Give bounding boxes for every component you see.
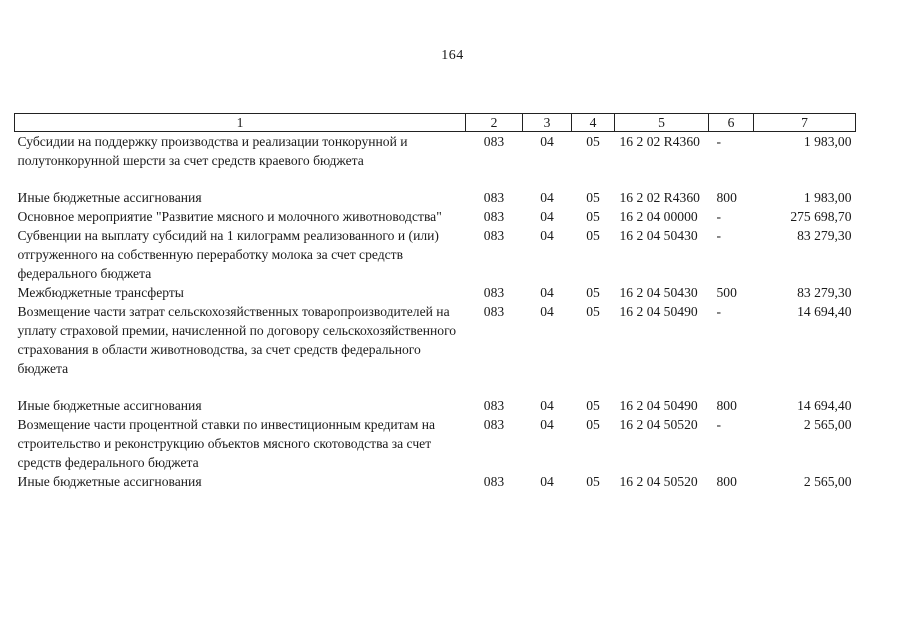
row-admin-code: 083 [483, 398, 505, 413]
header-col-7: 7 [754, 114, 856, 132]
row-expense-type: - [716, 304, 722, 319]
row-section: 04 [540, 285, 554, 300]
header-row [15, 114, 856, 132]
table-row [15, 302, 856, 396]
header-col-6: 6 [709, 114, 754, 132]
row-admin-code: 083 [483, 285, 505, 300]
row-amount: 275 698,70 [790, 209, 852, 224]
row-target-code: 16 2 04 00000 [619, 209, 698, 224]
row-section: 04 [540, 228, 554, 243]
row-amount: 83 279,30 [797, 228, 852, 243]
header-col-2: 2 [466, 114, 523, 132]
header-col-3: 3 [523, 114, 572, 132]
row-subsection: 05 [586, 417, 600, 432]
table-row [15, 207, 856, 226]
row-target-code: 16 2 02 R4360 [619, 134, 700, 149]
row-name: Иные бюджетные ассигнования [17, 190, 202, 205]
table-row [15, 188, 856, 207]
table-row [15, 132, 856, 189]
row-amount: 2 565,00 [803, 474, 852, 489]
table-row [15, 283, 856, 302]
row-admin-code: 083 [483, 417, 505, 432]
row-target-code: 16 2 04 50520 [619, 417, 698, 432]
row-admin-code: 083 [483, 190, 505, 205]
row-name: Межбюджетные трансферты [17, 285, 184, 300]
row-amount: 1 983,00 [803, 134, 852, 149]
row-name: Иные бюджетные ассигнования [17, 398, 202, 413]
row-name: Основное мероприятие "Развитие мясного и молочного животноводства" [17, 209, 442, 224]
row-subsection: 05 [586, 209, 600, 224]
row-section: 04 [540, 398, 554, 413]
row-section: 04 [540, 209, 554, 224]
row-name: Субсидии на поддержку производства и реализации тонкорунной и полутонкорунной шерсти за счет средств краевого бюджета [17, 134, 408, 168]
row-admin-code: 083 [483, 228, 505, 243]
row-subsection: 05 [586, 474, 600, 489]
row-admin-code: 083 [483, 134, 505, 149]
budget-table [14, 113, 856, 491]
row-admin-code: 083 [483, 474, 505, 489]
row-subsection: 05 [586, 190, 600, 205]
row-expense-type: 500 [716, 285, 737, 300]
table-row [15, 396, 856, 415]
table-row [15, 226, 856, 283]
row-admin-code: 083 [483, 304, 505, 319]
row-expense-type: - [716, 417, 722, 432]
row-target-code: 16 2 04 50520 [619, 474, 698, 489]
header-col-5: 5 [615, 114, 709, 132]
row-expense-type: 800 [716, 474, 737, 489]
page-number: 164 [441, 48, 464, 63]
row-amount: 2 565,00 [803, 417, 852, 432]
row-target-code: 16 2 02 R4360 [619, 190, 700, 205]
row-expense-type: 800 [716, 190, 737, 205]
row-section: 04 [540, 474, 554, 489]
row-subsection: 05 [586, 134, 600, 149]
row-section: 04 [540, 417, 554, 432]
row-name: Возмещение части процентной ставки по инвестиционным кредитам на строительство и реконструкцию объектов мясного скотоводства за счет средств федерального бюджета [17, 417, 436, 470]
row-name: Иные бюджетные ассигнования [17, 474, 202, 489]
table-row [15, 472, 856, 491]
row-target-code: 16 2 04 50490 [619, 304, 698, 319]
header-col-1: 1 [15, 114, 466, 132]
row-admin-code: 083 [483, 209, 505, 224]
row-target-code: 16 2 04 50430 [619, 285, 698, 300]
row-target-code: 16 2 04 50430 [619, 228, 698, 243]
row-expense-type: 800 [716, 398, 737, 413]
row-amount: 14 694,40 [797, 304, 852, 319]
table-row [15, 415, 856, 472]
row-subsection: 05 [586, 228, 600, 243]
row-subsection: 05 [586, 285, 600, 300]
row-section: 04 [540, 134, 554, 149]
row-target-code: 16 2 04 50490 [619, 398, 698, 413]
row-expense-type: - [716, 134, 722, 149]
row-amount: 83 279,30 [797, 285, 852, 300]
row-expense-type: - [716, 228, 722, 243]
row-subsection: 05 [586, 398, 600, 413]
row-amount: 1 983,00 [803, 190, 852, 205]
header-col-4: 4 [572, 114, 615, 132]
row-name: Возмещение части затрат сельскохозяйственных товаропроизводителей на уплату страховой премии, начисленной по договору сельскохозяйственного страхования в области животноводства, за счет средств федерального бюджета [17, 304, 457, 376]
row-expense-type: - [716, 209, 722, 224]
row-section: 04 [540, 304, 554, 319]
row-section: 04 [540, 190, 554, 205]
row-subsection: 05 [586, 304, 600, 319]
row-name: Субвенции на выплату субсидий на 1 килограмм реализованного и (или) отгруженного на собственную переработку молока за счет средств федерального бюджета [17, 228, 439, 281]
row-amount: 14 694,40 [797, 398, 852, 413]
